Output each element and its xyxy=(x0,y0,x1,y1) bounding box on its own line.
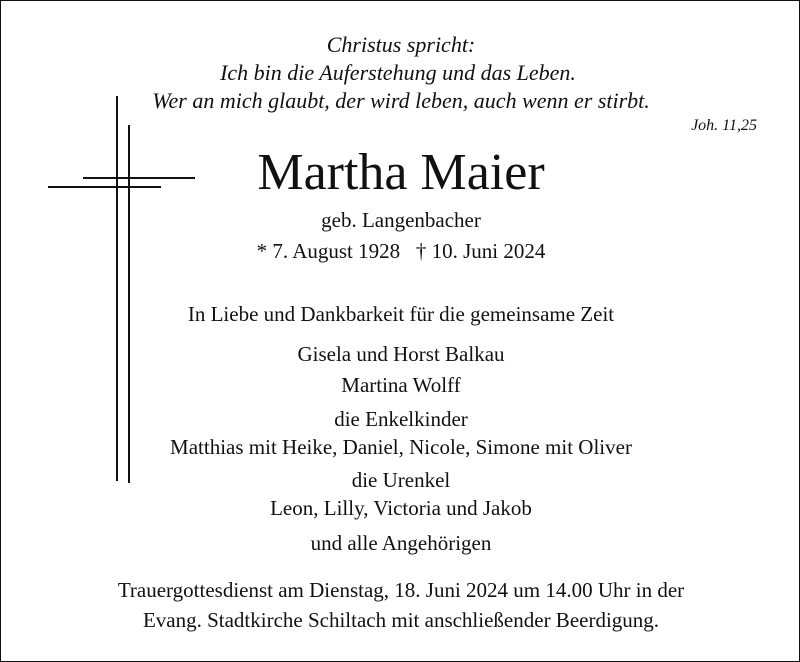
quote-line-3: Wer an mich glaubt, der wird leben, auch wenn er stirbt. xyxy=(152,88,650,113)
mourner-line: Matthias mit Heike, Daniel, Nicole, Simone mit Oliver xyxy=(170,435,632,459)
mourner-line: und alle Angehörigen xyxy=(310,531,492,555)
mourner-line: Gisela und Horst Balkau xyxy=(297,342,505,366)
mourner-line: die Enkelkinder xyxy=(334,407,468,431)
mourner-line: die Urenkel xyxy=(351,468,451,492)
service-info-line-1: Trauergottesdienst am Dienstag, 18. Juni 2024 um 14.00 Uhr in der xyxy=(117,578,685,602)
birth-name: geb. Langenbacher xyxy=(321,208,481,232)
service-info-line-2: Evang. Stadtkirche Schiltach mit anschließender Beerdigung. xyxy=(142,608,660,632)
life-dates: * 7. August 1928 † 10. Juni 2024 xyxy=(256,239,546,263)
mourner-line: Leon, Lilly, Victoria und Jakob xyxy=(270,496,532,520)
quote-line-1: Christus spricht: xyxy=(326,32,476,57)
mourner-line: Martina Wolff xyxy=(341,373,461,397)
dedication-text: In Liebe und Dankbarkeit für die gemeinsame Zeit xyxy=(187,302,615,326)
deceased-name: Martha Maier xyxy=(257,144,545,201)
quote-line-2: Ich bin die Auferstehung und das Leben. xyxy=(220,60,576,85)
quote-reference: Joh. 11,25 xyxy=(691,117,757,134)
